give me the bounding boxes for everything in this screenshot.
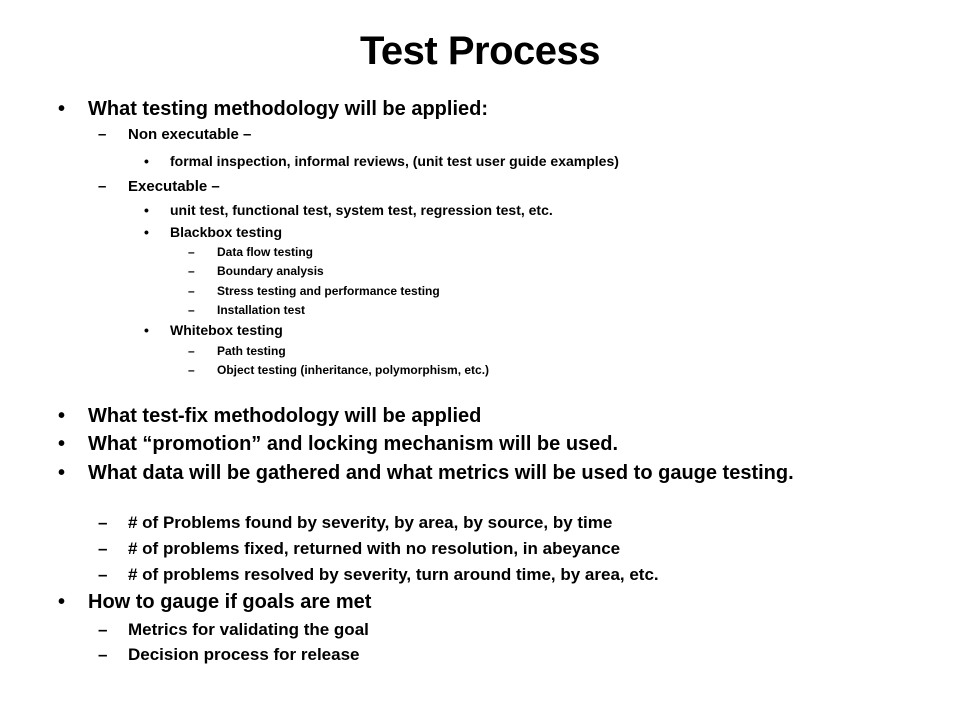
sub-text: Non executable – <box>128 126 252 143</box>
bullet-marker: • <box>58 433 66 455</box>
sub-text: # of problems resolved by severity, turn around time, by area, etc. <box>128 565 659 584</box>
bullet-text: What data will be gathered and what metrics will be used to gauge testing. <box>88 462 794 484</box>
slide-title: Test Process <box>359 29 601 73</box>
dash-marker: – <box>98 178 107 195</box>
bullet-marker: • <box>144 202 149 218</box>
detail-text: formal inspection, informal reviews, (unit test user guide examples) <box>170 153 619 169</box>
bullet-marker: • <box>58 462 66 484</box>
dash-marker: – <box>188 303 195 317</box>
dash-marker: – <box>188 363 195 377</box>
bullet-marker: • <box>58 98 66 120</box>
bullet-text: What test-fix methodology will be applied <box>88 405 482 427</box>
dash-marker: – <box>98 620 108 639</box>
dash-marker: – <box>188 264 195 278</box>
sub-text: # of problems fixed, returned with no resolution, in abeyance <box>128 539 621 558</box>
sub-text: Decision process for release <box>128 645 360 664</box>
detail-text: Whitebox testing <box>170 322 283 338</box>
blackbox-item-text: Installation test <box>217 303 306 317</box>
dash-marker: – <box>188 245 195 259</box>
sub-text: # of Problems found by severity, by area, by source, by time <box>128 513 613 532</box>
whitebox-item-text: Object testing (inheritance, polymorphism, etc.) <box>217 363 490 377</box>
bullet-text: What “promotion” and locking mechanism will be used. <box>88 433 619 455</box>
dash-marker: – <box>188 344 195 358</box>
blackbox-item-text: Data flow testing <box>217 245 314 259</box>
sub-text: Executable – <box>128 178 220 195</box>
blackbox-item-text: Stress testing and performance testing <box>217 284 440 298</box>
sub-text: Metrics for validating the goal <box>128 620 369 639</box>
blackbox-item-text: Boundary analysis <box>217 264 324 278</box>
bullet-marker: • <box>144 224 149 240</box>
dash-marker: – <box>188 284 195 298</box>
bullet-marker: • <box>144 322 149 338</box>
dash-marker: – <box>98 645 108 664</box>
dash-marker: – <box>98 126 107 143</box>
bullet-marker: • <box>58 405 66 427</box>
detail-text: unit test, functional test, system test, regression test, etc. <box>170 202 553 218</box>
dash-marker: – <box>98 513 108 532</box>
bullet-marker: • <box>58 591 66 613</box>
bullet-text: How to gauge if goals are met <box>88 591 372 613</box>
dash-marker: – <box>98 539 108 558</box>
bullet-marker: • <box>144 153 149 169</box>
dash-marker: – <box>98 565 108 584</box>
bullet-text: What testing methodology will be applied: <box>88 98 488 120</box>
whitebox-item-text: Path testing <box>217 344 286 358</box>
detail-text: Blackbox testing <box>170 224 283 240</box>
